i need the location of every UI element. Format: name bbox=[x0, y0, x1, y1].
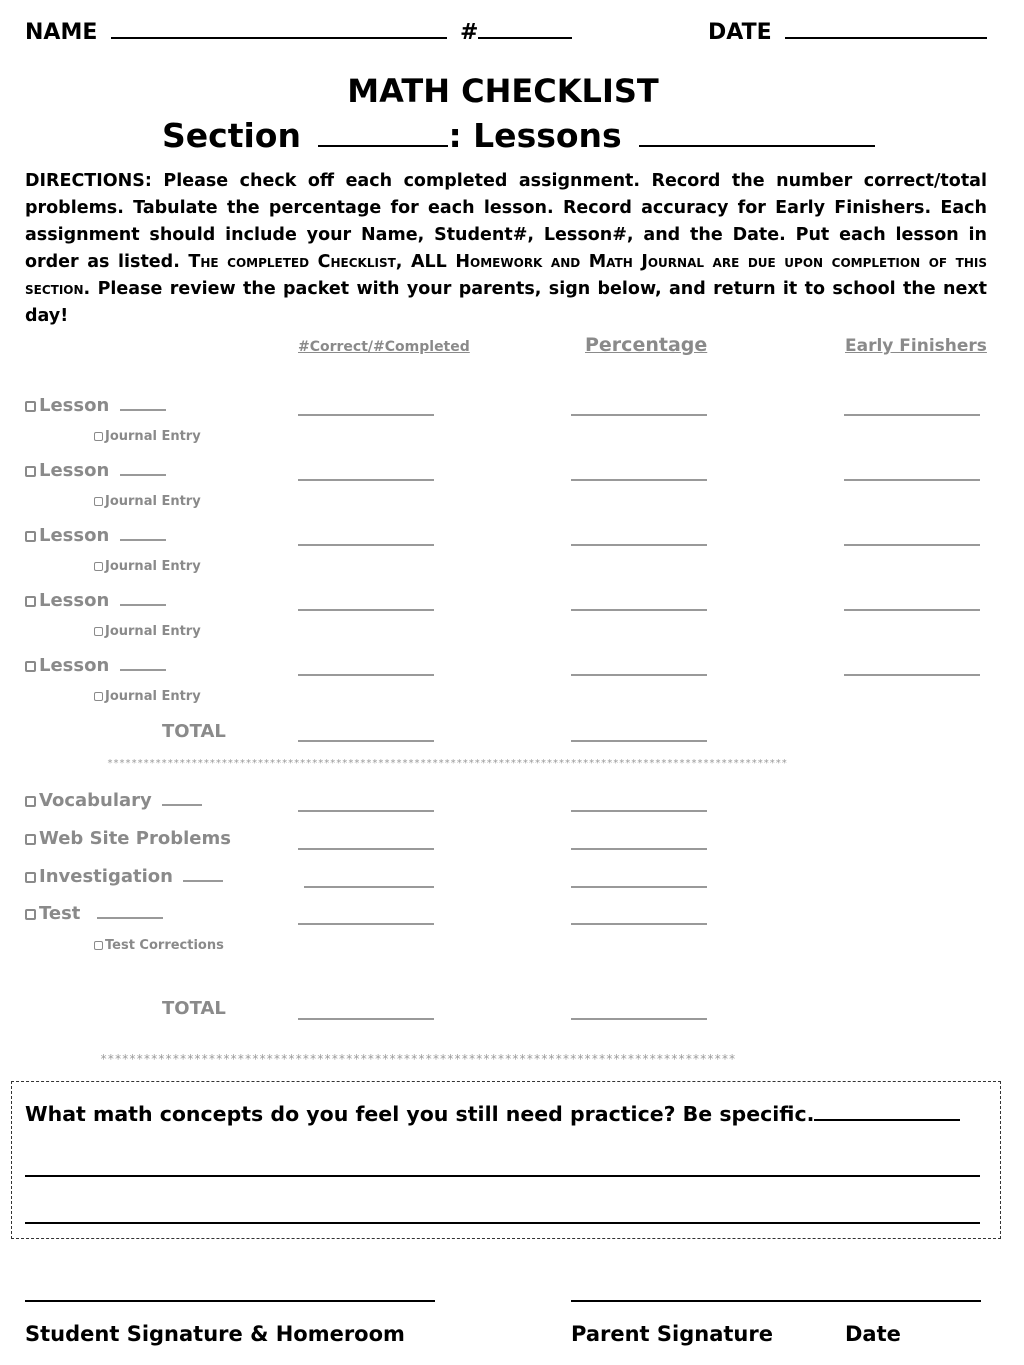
lesson-item[interactable] bbox=[25, 395, 166, 416]
name-line[interactable] bbox=[111, 37, 447, 39]
web-site-percentage-blank[interactable] bbox=[571, 848, 707, 850]
lesson-item[interactable] bbox=[25, 460, 166, 481]
investigation-percentage-blank[interactable] bbox=[571, 886, 707, 888]
lessons-label: : Lessons bbox=[448, 116, 622, 155]
vocabulary-percentage-blank[interactable] bbox=[571, 810, 707, 812]
section-lessons-line bbox=[162, 116, 875, 155]
journal-entry-item[interactable] bbox=[94, 494, 201, 509]
checkbox-icon[interactable] bbox=[94, 562, 103, 571]
percentage-blank[interactable] bbox=[571, 479, 707, 481]
journal-label: Journal Entry bbox=[105, 429, 201, 444]
web-site-correct-blank[interactable] bbox=[298, 848, 434, 850]
extras-total-label: TOTAL bbox=[162, 998, 226, 1019]
reflection-answer-line-2[interactable] bbox=[25, 1222, 980, 1224]
correct-blank[interactable] bbox=[298, 674, 434, 676]
parent-signature-label: Parent Signature bbox=[571, 1322, 773, 1346]
number-label: # bbox=[460, 20, 479, 45]
parent-signature-line[interactable] bbox=[571, 1300, 981, 1302]
lessons-total-percentage-blank[interactable] bbox=[571, 740, 707, 742]
lesson-label: Lesson bbox=[39, 655, 110, 676]
test-item[interactable] bbox=[25, 903, 163, 924]
reflection-answer-line-1[interactable] bbox=[25, 1175, 980, 1177]
test-percentage-blank[interactable] bbox=[571, 923, 707, 925]
student-signature-line[interactable] bbox=[25, 1300, 435, 1302]
checkbox-icon[interactable] bbox=[25, 531, 36, 542]
directions-text-3: Please review the packet with your parents, sign below, and return it to school the next day! bbox=[25, 279, 988, 326]
web-site-problems-item[interactable] bbox=[25, 828, 231, 849]
journal-entry-item[interactable] bbox=[94, 429, 201, 444]
checkbox-icon[interactable] bbox=[94, 941, 103, 950]
lesson-number-blank[interactable] bbox=[120, 409, 166, 411]
student-number-field[interactable] bbox=[460, 20, 572, 45]
lessons-total-correct-blank[interactable] bbox=[298, 740, 434, 742]
test-corrections-label: Test Corrections bbox=[105, 938, 224, 953]
checkbox-icon[interactable] bbox=[94, 692, 103, 701]
checkbox-icon[interactable] bbox=[25, 596, 36, 607]
date-line[interactable] bbox=[785, 37, 987, 39]
journal-label: Journal Entry bbox=[105, 624, 201, 639]
test-blank[interactable] bbox=[97, 917, 163, 919]
vocabulary-label: Vocabulary bbox=[39, 790, 152, 811]
date-label: DATE bbox=[708, 20, 772, 45]
checkbox-icon[interactable] bbox=[25, 661, 36, 672]
lesson-number-blank[interactable] bbox=[120, 474, 166, 476]
reflection-question bbox=[25, 1102, 960, 1126]
correct-blank[interactable] bbox=[298, 609, 434, 611]
percentage-blank[interactable] bbox=[571, 544, 707, 546]
directions-lead: DIRECTIONS: bbox=[25, 171, 152, 191]
column-header-percentage: Percentage bbox=[585, 334, 708, 356]
journal-entry-item[interactable] bbox=[94, 559, 201, 574]
lesson-number-blank[interactable] bbox=[120, 604, 166, 606]
lesson-label: Lesson bbox=[39, 460, 110, 481]
lessons-blank[interactable] bbox=[639, 145, 875, 147]
extras-total-correct-blank[interactable] bbox=[298, 1018, 434, 1020]
percentage-blank[interactable] bbox=[571, 414, 707, 416]
student-signature-label: Student Signature & Homeroom bbox=[25, 1322, 405, 1346]
early-finishers-blank[interactable] bbox=[844, 609, 980, 611]
section-blank[interactable] bbox=[318, 145, 448, 147]
checkbox-icon[interactable] bbox=[25, 909, 36, 920]
column-header-correct: #Correct/#Completed bbox=[298, 339, 470, 355]
lesson-label: Lesson bbox=[39, 395, 110, 416]
directions bbox=[25, 168, 987, 330]
investigation-correct-blank[interactable] bbox=[304, 886, 434, 888]
separator: ***************************************************************************************************************** bbox=[107, 758, 788, 769]
journal-label: Journal Entry bbox=[105, 689, 201, 704]
correct-blank[interactable] bbox=[298, 544, 434, 546]
lesson-label: Lesson bbox=[39, 525, 110, 546]
checkbox-icon[interactable] bbox=[25, 401, 36, 412]
lesson-number-blank[interactable] bbox=[120, 539, 166, 541]
correct-blank[interactable] bbox=[298, 479, 434, 481]
investigation-label: Investigation bbox=[39, 866, 173, 887]
test-corrections-item[interactable] bbox=[94, 938, 224, 953]
number-line[interactable] bbox=[478, 37, 572, 39]
journal-entry-item[interactable] bbox=[94, 624, 201, 639]
reflection-question-text: What math concepts do you feel you still need practice? Be specific. bbox=[25, 1102, 815, 1126]
early-finishers-blank[interactable] bbox=[844, 414, 980, 416]
signature-date-label: Date bbox=[845, 1322, 901, 1346]
correct-blank[interactable] bbox=[298, 414, 434, 416]
checkbox-icon[interactable] bbox=[25, 834, 36, 845]
checkbox-icon[interactable] bbox=[25, 872, 36, 883]
column-header-early-finishers: Early Finishers bbox=[845, 336, 987, 356]
checkbox-icon[interactable] bbox=[25, 466, 36, 477]
checkbox-icon[interactable] bbox=[94, 432, 103, 441]
journal-label: Journal Entry bbox=[105, 494, 201, 509]
lesson-number-blank[interactable] bbox=[120, 669, 166, 671]
investigation-blank[interactable] bbox=[183, 880, 223, 882]
lesson-label: Lesson bbox=[39, 590, 110, 611]
test-correct-blank[interactable] bbox=[298, 923, 434, 925]
percentage-blank[interactable] bbox=[571, 609, 707, 611]
extras-total-percentage-blank[interactable] bbox=[571, 1018, 707, 1020]
early-finishers-blank[interactable] bbox=[844, 479, 980, 481]
checkbox-icon[interactable] bbox=[94, 497, 103, 506]
lesson-item[interactable] bbox=[25, 655, 166, 676]
name-field[interactable] bbox=[25, 20, 447, 45]
separator: **************************************************************************************** bbox=[100, 1052, 736, 1066]
page-title: MATH CHECKLIST bbox=[347, 72, 659, 110]
directions-text-2: The completed Checklist, ALL Homework and Math Journal are due upon completion of this section. bbox=[25, 252, 987, 299]
checkbox-icon[interactable] bbox=[94, 627, 103, 636]
checkbox-icon[interactable] bbox=[25, 796, 36, 807]
early-finishers-blank[interactable] bbox=[844, 544, 980, 546]
early-finishers-blank[interactable] bbox=[844, 674, 980, 676]
vocabulary-item[interactable] bbox=[25, 790, 202, 811]
lesson-item[interactable] bbox=[25, 590, 166, 611]
journal-entry-item[interactable] bbox=[94, 689, 201, 704]
percentage-blank[interactable] bbox=[571, 674, 707, 676]
journal-label: Journal Entry bbox=[105, 559, 201, 574]
date-field[interactable] bbox=[708, 20, 987, 45]
vocabulary-correct-blank[interactable] bbox=[298, 810, 434, 812]
investigation-item[interactable] bbox=[25, 866, 223, 887]
name-label: NAME bbox=[25, 20, 98, 45]
vocabulary-blank[interactable] bbox=[162, 804, 202, 806]
reflection-answer-line-0[interactable] bbox=[814, 1119, 960, 1121]
web-site-problems-label: Web Site Problems bbox=[39, 828, 231, 849]
directions-text-1: Please check off each completed assignment. Record the number correct/total problems. Tabulate the percentage for each lesson. Record accuracy for Early Finishers. Each assignment should include your Name, Student#, Lesson#, and the Date. Put each lesson in order as listed. bbox=[25, 171, 987, 272]
lesson-item[interactable] bbox=[25, 525, 166, 546]
test-label: Test bbox=[39, 903, 81, 924]
lessons-total-label: TOTAL bbox=[162, 721, 226, 742]
section-label: Section bbox=[162, 116, 301, 155]
